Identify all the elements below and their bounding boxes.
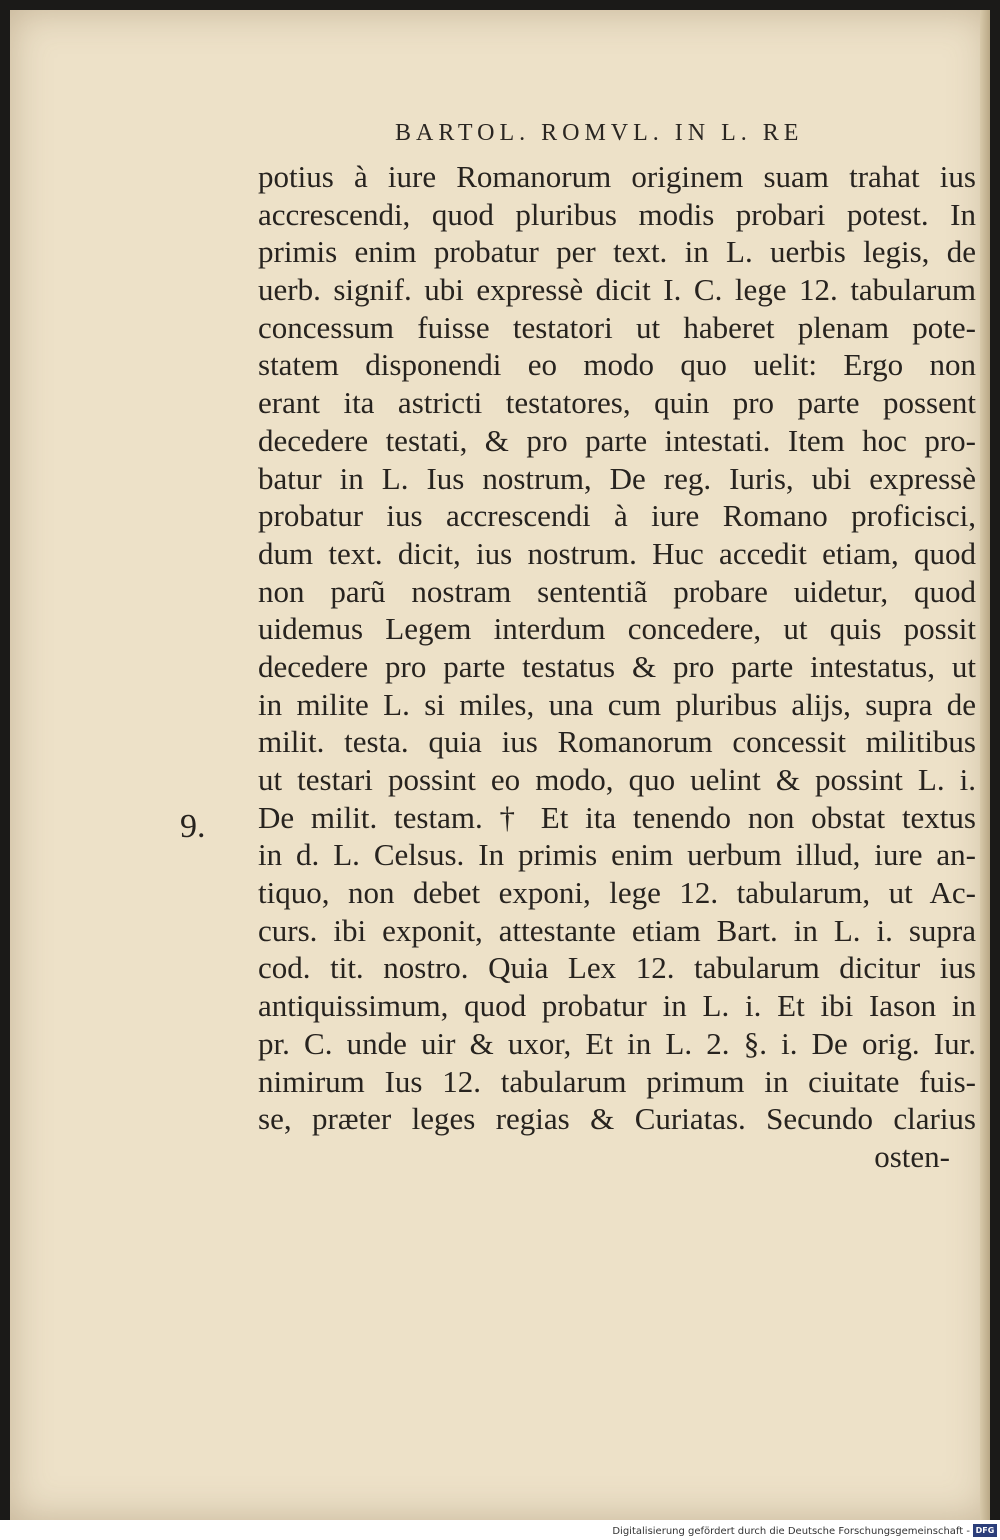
text-line: decedere testati, & pro parte intestati. Item hoc pro- [258,422,976,458]
text-line: dum text. dicit, ius nostrum. Huc accedit etiam, quod [258,535,976,571]
text-line: in milite L. si miles, una cum pluribus alijs, supra de [258,686,976,722]
text-line: antiquissimum, quod probatur in L. i. Et ibi Iason in [258,988,976,1024]
text-line: concessum fuisse testatori ut haberet plenam pote- [258,309,976,345]
text-line: uerb. signif. ubi expressè dicit I. C. lege 12. tabularum [258,272,976,308]
text-line: tiquo, non debet exponi, lege 12. tabularum, ut Ac- [258,875,976,911]
digitization-footer [0,1520,1000,1540]
text-line: cod. tit. nostro. Quia Lex 12. tabularum dicitur ius [258,950,976,986]
text-line: curs. ibi exponit, attestante etiam Bart. in L. i. supra [258,912,976,948]
text-line: De milit. testam. † Et ita tenendo non obstat textus [258,799,976,835]
footer-credit: Digitalisierung gefördert durch die Deutsche Forschungsgemeinschaft - [612,1526,970,1537]
text-line: se, præter leges regias & Curiatas. Secundo clarius [258,1101,976,1137]
text-line: probatur ius accrescendi à iure Romano proficisci, [258,498,976,534]
dfg-logo-icon: DFG [973,1524,997,1537]
page-edge [980,10,990,1520]
body-text [258,158,976,1176]
text-line: in d. L. Celsus. In primis enim uerbum illud, iure an- [258,837,976,873]
text-line: batur in L. Ius nostrum, De reg. Iuris, ubi expressè [258,460,976,496]
text-line: accrescendi, quod pluribus modis probari potest. In [258,196,976,232]
text-line: non parũ nostram sententiã probare uidetur, quod [258,573,976,609]
text-line: uidemus Legem interdum concedere, ut quis possit [258,611,976,647]
text-line: erant ita astricti testatores, quin pro parte possent [258,385,976,421]
text-line: milit. testa. quia ius Romanorum concessit militibus [258,724,976,760]
text-line: ut testari possint eo modo, quo uelint & possint L. i. [258,762,976,797]
marginal-number: 9. [180,808,206,845]
text-line: pr. C. unde uir & uxor, Et in L. 2. §. i. De orig. Iur. [258,1025,976,1061]
text-line: potius à iure Romanorum originem suam trahat ius [258,159,976,194]
text-line: statem disponendi eo modo quo uelit: Ergo non [258,347,976,383]
text-line: decedere pro parte testatus & pro parte intestatus, ut [258,648,976,684]
catchword: osten- [874,1138,950,1174]
text-line: nimirum Ius 12. tabularum primum in ciuitate fuis- [258,1063,976,1099]
text-line: primis enim probatur per text. in L. uerbis legis, de [258,234,976,270]
running-head: BARTOL. ROMVL. IN L. RE [395,120,804,146]
